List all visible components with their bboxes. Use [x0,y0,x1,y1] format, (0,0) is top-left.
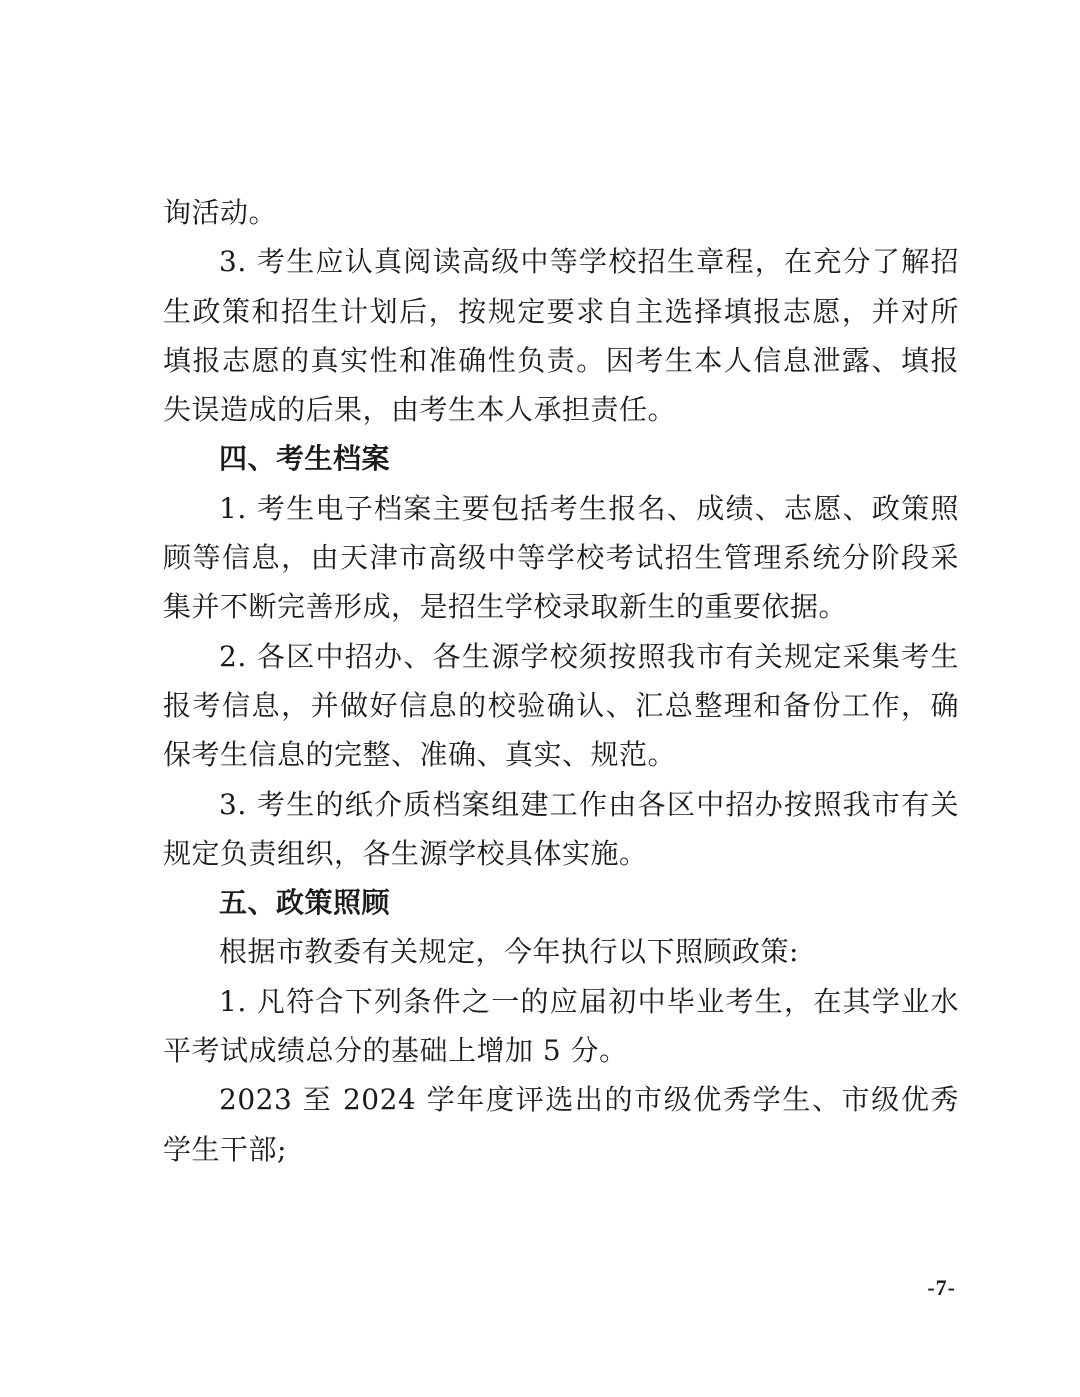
section-heading-student-archives: 四、考生档案 [219,442,391,476]
paragraph-application-responsibility: 3. 考生应认真阅读高级中等学校招生章程，在充分了解招生政策和招生计划后，按规定要求自主选择填报志愿，并对所填报志愿的真实性和准确性负责。因考生本人信息泄露、填报失误造成的后果，由考生本人承担责任。 [163,245,959,427]
page-number: -7- [927,1275,956,1300]
paragraph-excellent-students: 2023 至 2024 学年度评选出的市级优秀学生、市级优秀学生干部; [163,1083,959,1166]
paragraph-bonus-points: 1. 凡符合下列条件之一的应届初中毕业考生，在其学业水平考试成绩总分的基础上增加 5 分。 [163,984,959,1068]
paragraph-electronic-archives: 1. 考生电子档案主要包括考生报名、成绩、志愿、政策照顾等信息，由天津市高级中等学校考试招生管理系统分阶段采集并不断完善形成，是招生学校录取新生的重要依据。 [163,491,959,624]
section-heading-policy-preferences: 五、政策照顾 [219,886,391,920]
paragraph-information-collection: 2. 各区中招办、各生源学校须按照我市有关规定采集考生报考信息，并做好信息的校验确认、汇总整理和备份工作，确保考生信息的完整、准确、真实、规范。 [163,639,959,772]
paragraph-policy-intro: 根据市教委有关规定，今年执行以下照顾政策: [219,935,799,969]
paragraph-paper-archives: 3. 考生的纸介质档案组建工作由各区中招办按照我市有关规定负责组织，各生源学校具体实施。 [163,787,959,870]
document-body [163,188,959,1174]
paragraph-continuation: 询活动。 [163,196,278,229]
